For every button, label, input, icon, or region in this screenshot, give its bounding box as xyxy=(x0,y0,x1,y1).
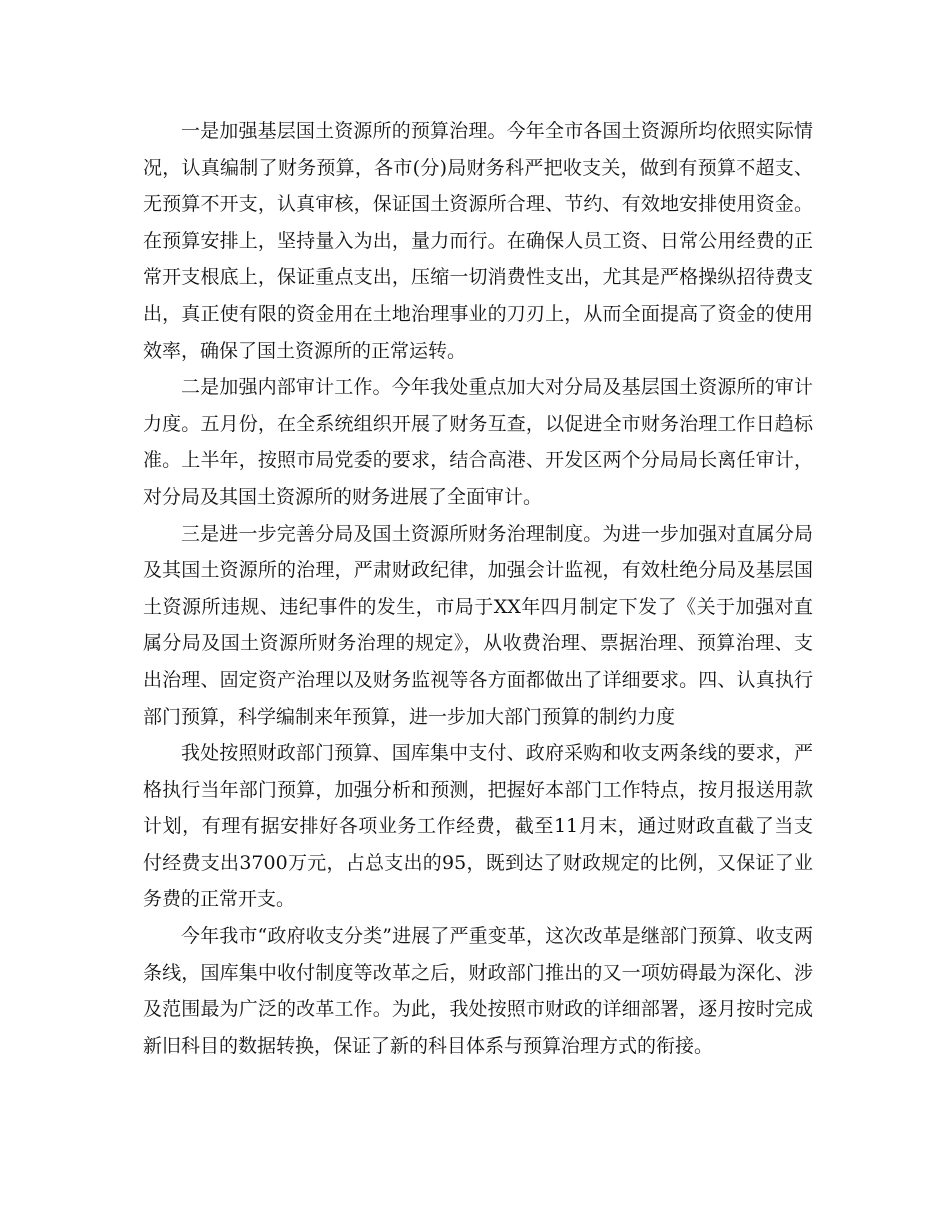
paragraph-budget-management: 一是加强基层国土资源所的预算治理。今年全市各国土资源所均依照实际情况，认真编制了财务预算，各市(分)局财务科严把收支关，做到有预算不超支、无预算不开支，认真审核，保证国土资源所合理、节约、有效地安排使用资金。在预算安排上，坚持量入为出，量力而行。在确保人员工资、日常公用经费的正常开支根底上，保证重点支出，压缩一切消费性支出，尤其是严格操纵招待费支出，真正使有限的资金用在土地治理事业的刀刃上，从而全面提高了资金的使用效率，确保了国土资源所的正常运转。 xyxy=(143,120,813,362)
paragraph-financial-rules: 三是进一步完善分局及国土资源所财务治理制度。为进一步加强对直属分局及其国土资源所的治理，严肃财政纪律，加强会计监视，有效杜绝分局及基层国土资源所违规、违纪事件的发生，市局于XX年四月制定下发了《关于加强对直属分局及国土资源所财务治理的规定》，从收费治理、票据治理、预算治理、支出治理、固定资产治理以及财务监视等各方面都做出了详细要求。四、认真执行部门预算，科学编制来年预算，进一步加大部门预算的制约力度 xyxy=(143,522,813,728)
paragraph-revenue-classification: 今年我市“政府收支分类”进展了严重变革，这次改革是继部门预算、收支两条线，国库集中收付制度等改革之后，财政部门推出的又一项妨碍最为深化、涉及范围最为广泛的改革工作。为此，我处按照市财政的详细部署，逐月按时完成新旧科目的数据转换，保证了新的科目体系与预算治理方式的衔接。 xyxy=(143,925,813,1057)
paragraph-internal-audit: 二是加强内部审计工作。今年我处重点加大对分局及基层国土资源所的审计力度。五月份，在全系统组织开展了财务互查，以促进全市财务治理工作日趋标准。上半年，按照市局党委的要求，结合高港、开发区两个分局局长离任审计，对分局及其国土资源所的财务进展了全面审计。 xyxy=(143,376,813,508)
paragraph-department-budget: 我处按照财政部门预算、国库集中支付、政府采购和收支两条线的要求，严格执行当年部门预算，加强分析和预测，把握好本部门工作特点，按月报送用款计划，有理有据安排好各项业务工作经费，截至11月末，通过财政直截了当支付经费支出3700万元，占总支出的95，既到达了财政规定的比例，又保证了业务费的正常开支。 xyxy=(143,742,813,911)
document-body xyxy=(143,113,813,1064)
